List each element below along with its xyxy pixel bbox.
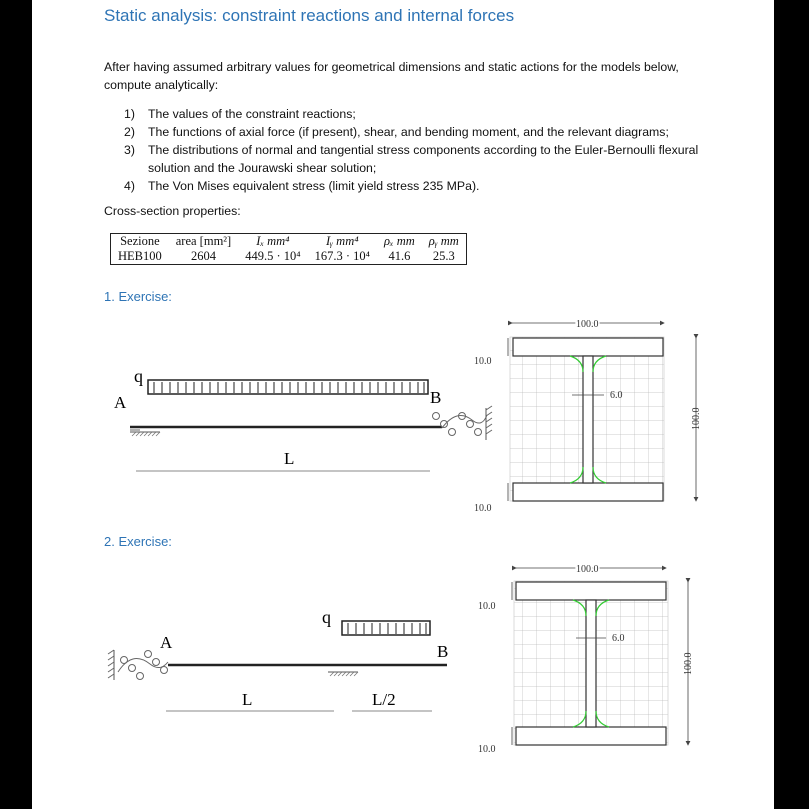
list-text: The functions of axial force (if present), shear, and bending moment, and the relevant diagrams; (148, 125, 669, 139)
flange-bottom-label: 10.0 (474, 503, 492, 514)
clamp-support-icon (433, 406, 493, 440)
document-page (32, 0, 774, 809)
exercise-2-cross-section (478, 564, 694, 755)
list-number: 2) (124, 125, 135, 139)
node-b-label: B (430, 388, 442, 407)
node-a-label: A (114, 393, 127, 412)
load-q-label: q (322, 607, 331, 627)
exercise-1-cross-section (474, 319, 702, 514)
span-2-label: L/2 (372, 690, 396, 709)
table-header: Iᵧ mm⁴ (326, 234, 359, 248)
exercise-1-beam-diagram (114, 366, 492, 471)
cross-section-label: Cross-section properties: (104, 204, 241, 218)
flange-bottom-label: 10.0 (478, 744, 496, 755)
span-1-label: L (242, 690, 253, 709)
load-q-label: q (134, 366, 143, 386)
list-text: The values of the constraint reactions; (148, 107, 356, 121)
table-cell: 41.6 (388, 249, 411, 263)
table-header: area [mm²] (175, 234, 232, 248)
list-number: 1) (124, 107, 135, 121)
distributed-load (342, 621, 430, 635)
exercise-2-label: 2. Exercise: (104, 534, 172, 549)
table-header: Sezione (120, 234, 160, 248)
figures-layer (32, 0, 774, 809)
table-cell: HEB100 (118, 249, 162, 263)
exercise-1-label: 1. Exercise: (104, 289, 172, 304)
table-cell: 25.3 (432, 249, 455, 263)
section-height-label: 100.0 (683, 652, 694, 675)
web-thickness-label: 6.0 (612, 633, 625, 644)
node-a-label: A (160, 633, 173, 652)
section-height-label: 100.0 (691, 407, 702, 430)
section-width-label: 100.0 (576, 319, 599, 330)
table-header: ρᵧ mm (428, 234, 459, 248)
table-cell: 167.3 · 10⁴ (314, 249, 371, 263)
flange-top-label: 10.0 (474, 356, 492, 367)
page-title: Static analysis: constraint reactions and internal forces (104, 6, 515, 25)
table-header: ρₓ mm (384, 234, 415, 248)
pin-support-icon (328, 672, 358, 676)
pin-support-icon (130, 430, 160, 436)
list-text: The distributions of normal and tangential stress components according to the Euler-Bernoulli flexural solution and the Jourawski shear solution; (148, 143, 699, 175)
node-b-label: B (437, 642, 449, 661)
table-cell: 449.5 · 10⁴ (245, 249, 301, 263)
flange-top-label: 10.0 (478, 601, 496, 612)
table-cell: 2604 (190, 249, 216, 263)
web-thickness-label: 6.0 (610, 390, 623, 401)
intro-paragraph: After having assumed arbitrary values for geometrical dimensions and static actions for the models below, compute analytically: (104, 60, 679, 92)
distributed-load (148, 380, 428, 394)
list-text: The Von Mises equivalent stress (limit yield stress 235 MPa). (148, 179, 480, 193)
clamp-support-icon (108, 650, 168, 680)
list-number: 3) (124, 143, 135, 157)
section-width-label: 100.0 (576, 564, 599, 575)
exercise-2-beam-diagram (108, 607, 448, 711)
list-number: 4) (124, 179, 135, 193)
span-label: L (284, 449, 295, 468)
table-header: Iₓ mm⁴ (256, 234, 290, 248)
